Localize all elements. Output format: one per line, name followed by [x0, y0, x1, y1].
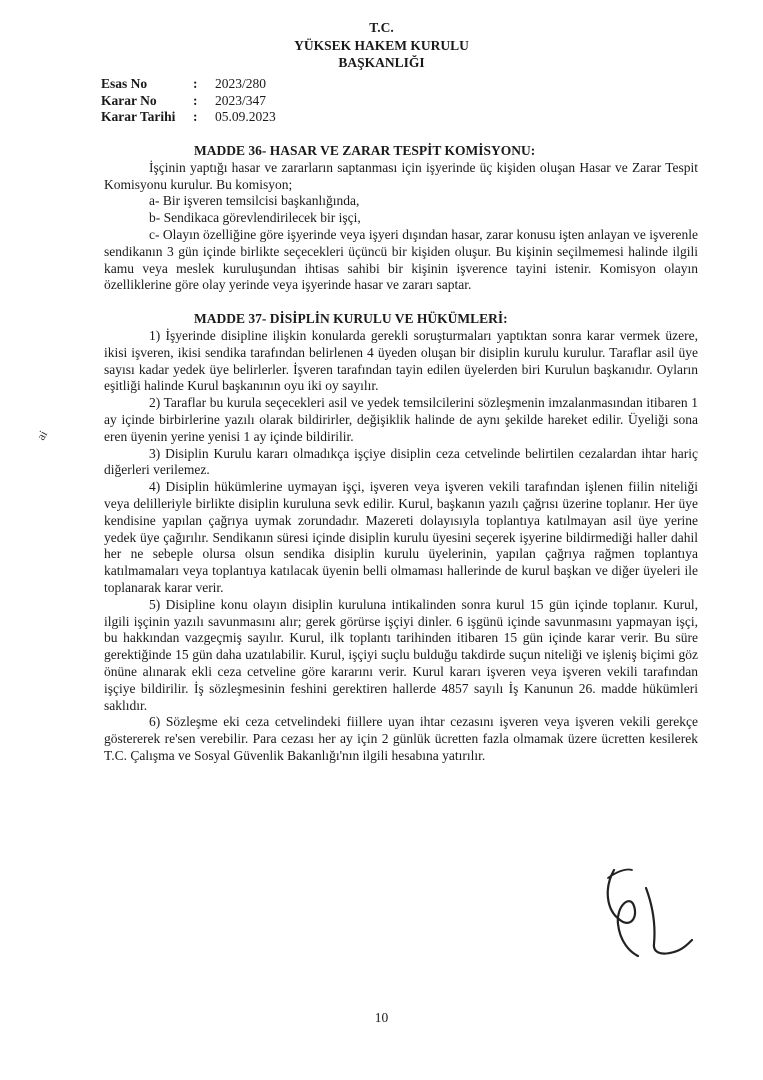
- meta-karar-no: [101, 93, 276, 110]
- article-36-heading: MADDE 36- HASAR VE ZARAR TESPİT KOMİSYONU:: [194, 143, 536, 158]
- article-37-paragraph: 3) Disiplin Kurulu kararı olmadıkça işçiye disiplin ceza cetvelinde belirtilen cezalardan ihtar hariç diğerleri verilemez.: [104, 445, 698, 478]
- header-institution: YÜKSEK HAKEM KURULU: [294, 38, 469, 53]
- meta-esas-no: [101, 76, 276, 93]
- meta-label: Karar No: [101, 92, 157, 108]
- article-37-paragraph: 1) İşyerinde disipline ilişkin konularda gerekli soruşturmaları yaptıktan sonra karar vermek üzere, ikisi işveren, ikisi sendika tarafından belirlenen 4 üyeden oluşan bir disiplin kurulu kurulur. Taraflar asil üye sayısı kadar yedek üye belirlerler. İşveren tarafından tayin edilen üyelerden biri Kurulun başkanıdır. Oyların eşitliği halinde Kurul başkanının oyu iki oy sayılır.: [104, 327, 698, 394]
- article-36-item-b: b- Sendikaca görevlendirilecek bir işçi,: [149, 210, 361, 226]
- article-37-paragraph: 6) Sözleşme eki ceza cetvelindeki fiillere uyan ihtar cezasını işveren veya işveren vekili gerekçe göstererek re'sen verebilir. Para cezası her ay için 2 günlük ücretten fazla olmamak üzere ücretten kesilerek T.C. Çalışma ve Sosyal Güvenlik Bakanlığı'nın ilgili hesabına yatırılır.: [104, 714, 698, 763]
- meta-value: 2023/280: [215, 76, 267, 91]
- header-tc: T.C.: [369, 20, 394, 35]
- meta-value: 2023/347: [215, 92, 267, 108]
- meta-karar-tarihi: [101, 109, 276, 126]
- article-36: [104, 143, 698, 765]
- article-37-paragraph: 4) Disiplin hükümlerine uymayan işçi, işveren veya işveren vekili tarafından işlenen fiilin niteliği veya delilleriyle birlikte disiplin kuruluna sevk edilir. Kurul, başkanın yazılı çağrısı üzerine toplanır. Her üye kendisine yapılan çağrıya uymak zorundadır. Mazereti dolayısıyla toplantıya katılmayan asil üye yerine yedek üye çağırılır. Sendikanın süresi içinde disiplin kurulu üyesini seçerek işyerine bildirmediği haller dahil her ne sebeple olursa olsun sendika disiplin kurulu üyelerinin, yapılan çağrıya rağmen toplantıya katılmamaları veya toplantıya katılacak üyenin belli olmaması hallerinde de kurul başkan ve diğer üyeleri ile toplanarak karar verir.: [104, 479, 698, 595]
- article-36-intro: İşçinin yaptığı hasar ve zararların saptanması için işyerinde üç kişiden oluşan Hasar ve Zarar Tespit Komisyonu kurulur. Bu komisyon;: [104, 159, 698, 192]
- page-number: 10: [374, 1010, 389, 1025]
- case-meta: [101, 76, 276, 126]
- meta-colon: :: [193, 109, 198, 124]
- meta-colon: :: [193, 92, 198, 108]
- article-37-paragraph: 2) Taraflar bu kurula seçecekleri asil ve yedek temsilcilerini sözleşmenin imzalanmasından itibaren 1 ay içinde birbirlerine yazılı olarak bildirirler, değişiklik halinde de aynı şekilde hareket edilir. Üyeliği sona eren üyenin yerine yenisi 1 ay içinde bildirilir.: [104, 395, 698, 444]
- meta-colon: :: [193, 76, 198, 91]
- margin-mark: ai: [33, 427, 51, 443]
- meta-label: Esas No: [101, 76, 148, 91]
- meta-value: 05.09.2023: [215, 109, 276, 124]
- article-36-item-a: a- Bir işveren temsilcisi başkanlığında,: [149, 193, 360, 209]
- signature-icon: [586, 848, 706, 968]
- article-37-paragraph: 5) Disipline konu olayın disiplin kuruluna intikalinden sonra kurul 15 gün içinde toplanır. Kurul, ilgili işçinin yazılı savunmasını alır; gerek görürse işçiyi dinler. 6 işgünü içinde savunmasını yapmayan işçi, bu hakkından vazgeçmiş sayılır. Kurul, ilk toplantı tarihinden itibaren 15 gün içinde karar verir. Bu süre gerektiğinde 15 gün daha uzatılabilir. Kurul, işçiyi suçlu bulduğu takdirde suçun niteliği ve işleniş biçimi göz önüne alınarak ekli ceza cetveline göre kararını verir. Kurul kararı işveren veya işveren vekili tarafından işçiye bildirilir. İş sözleşmesinin feshini gerektiren hallerde 4857 sayılı İş Kanunun 26. madde hükümleri saklıdır.: [104, 596, 698, 713]
- header-office: BAŞKANLIĞI: [338, 55, 425, 70]
- article-37-heading: MADDE 37- DİSİPLİN KURULU VE HÜKÜMLERİ:: [194, 311, 508, 327]
- article-36-item-c: c- Olayın özelliğine göre işyerinde veya işyeri dışından hasar, zarar konusu işten anlayan ve işverenle sendikanın 3 gün içinde birlikte seçecekleri üçüncü bir kişiden oluşur. Bu kişinin seçilmemesi halinde ilgili kamu veya meslek kuruluşundan ihtisas sahibi bir kişinin işverence tayini istenir. Komisyon olayın özelliklerine göre olay yerinde veya işyerinde hasar ve zararı saptar.: [104, 226, 698, 293]
- meta-label: Karar Tarihi: [101, 109, 176, 124]
